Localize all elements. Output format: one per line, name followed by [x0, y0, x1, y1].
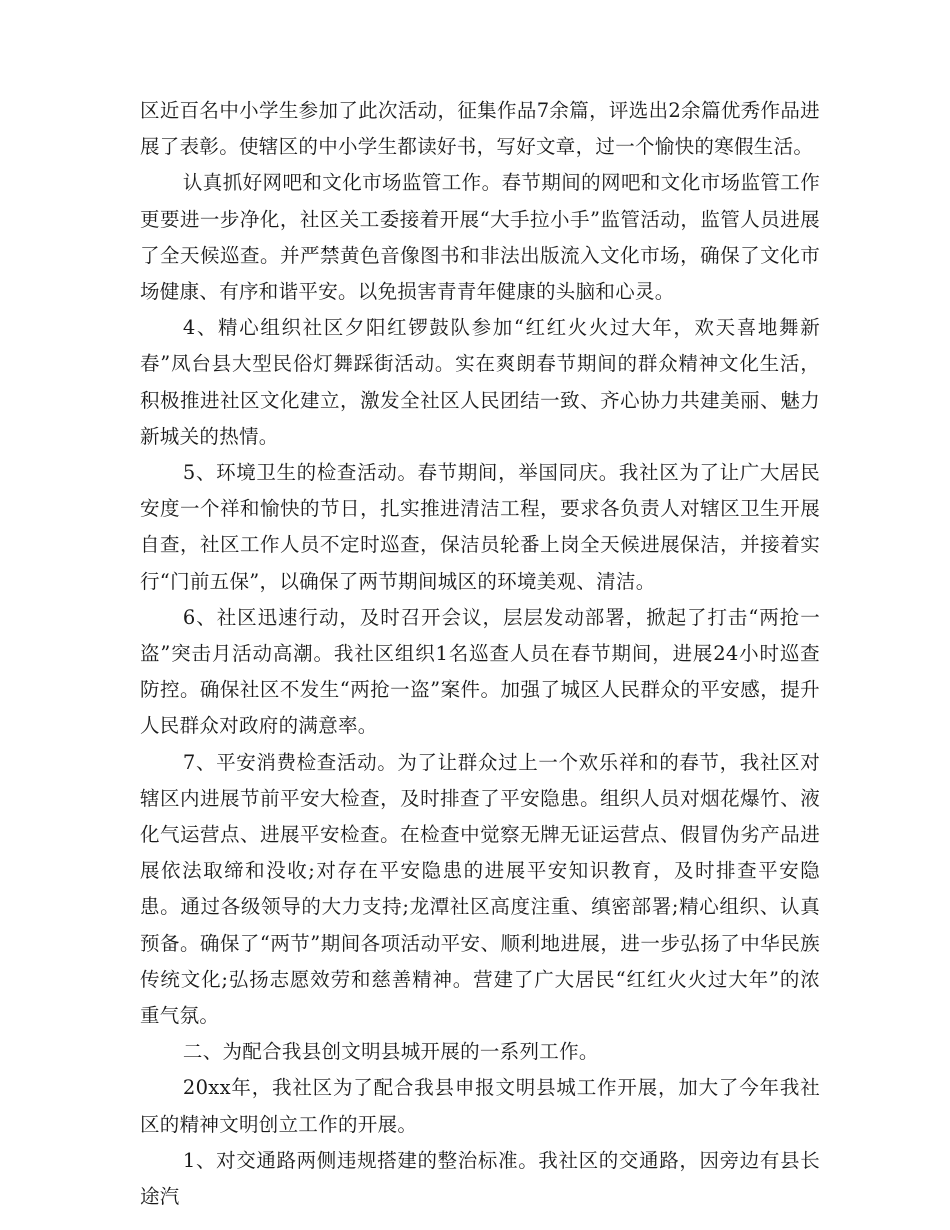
section-heading: 二、为配合我县创文明县城开展的一系列工作。	[182, 1040, 599, 1064]
paragraph-4: 5、环境卫生的检查活动。春节期间，举国同庆。我社区为了让广大居民安度一个祥和愉快的节日，扎实推进清洁工程，要求各负责人对辖区卫生开展自查，社区工作人员不定时巡查，保洁员轮番上岗全天候进展保洁，并接着实行“门前五保”，以确保了两节期间城区的环境美观、清洁。	[140, 461, 820, 593]
paragraph-2: 认真抓好网吧和文化市场监管工作。春节期间的网吧和文化市场监管工作更要进一步净化，社区关工委接着开展“大手拉小手”监管活动，监管人员进展了全天候巡查。并严禁黄色音像图书和非法出版流入文化市场，确保了文化市场健康、有序和谐平安。以免损害青青年健康的头脑和心灵。	[140, 171, 820, 304]
paragraph-6: 7、平安消费检查活动。为了让群众过上一个欢乐祥和的春节，我社区对辖区内进展节前平安大检查，及时排查了平安隐患。组织人员对烟花爆竹、液化气运营点、进展平安检查。在检查中觉察无牌无证运营点、假冒伪劣产品进展依法取缔和没收;对存在平安隐患的进展平安知识教育，及时排查平安隐患。通过各级领导的大力支持;龙潭社区高度注重、缜密部署;精心组织、认真预备。确保了“两节”期间各项活动平安、顺利地进展，进一步弘扬了中华民族传统文化;弘扬志愿效劳和慈善精神。营建了广大居民“红红火火过大年”的浓重气氛。	[140, 750, 820, 1028]
paragraph-5: 6、社区迅速行动，及时召开会议，层层发动部署，掀起了打击“两抢一盗”突击月活动高潮。我社区组织1名巡查人员在春节期间，进展24小时巡查防控。确保社区不发生“两抢一盗”案件。加强了城区人民群众的平安感，提升人民群众对政府的满意率。	[140, 605, 820, 738]
paragraph-1: 区近百名中小学生参加了此次活动，征集作品7余篇，评选出2余篇优秀作品进展了表彰。使辖区的中小学生都读好书，写好文章，过一个愉快的寒假生活。	[140, 99, 820, 159]
paragraph-7: 20xx年，我社区为了配合我县申报文明县城工作开展，加大了今年我社区的精神文明创立工作的开展。	[140, 1076, 820, 1136]
paragraph-3: 4、精心组织社区夕阳红锣鼓队参加“红红火火过大年，欢天喜地舞新春”凤台县大型民俗灯舞踩街活动。实在爽朗春节期间的群众精神文化生活，积极推进社区文化建立，激发全社区人民团结一致、齐心协力共建美丽、魅力新城关的热情。	[140, 316, 820, 448]
document-body	[140, 93, 820, 1215]
paragraph-8: 1、对交通路两侧违规搭建的整治标准。我社区的交通路，因旁边有县长途汽	[140, 1148, 820, 1209]
